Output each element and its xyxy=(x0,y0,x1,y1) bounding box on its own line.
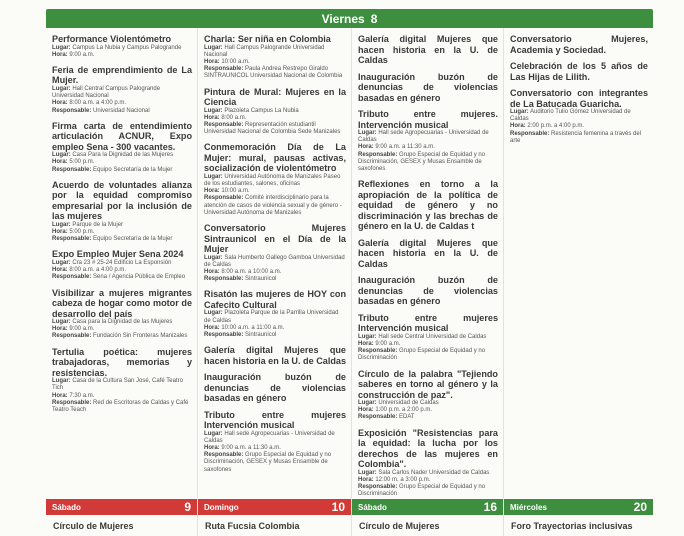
event-detail-value: 5:00 p.m. xyxy=(69,159,95,166)
event-title: Pintura de Mural: Mujeres en la Ciencia xyxy=(204,86,346,108)
event-detail-label: Responsable: xyxy=(204,452,244,459)
event-detail xyxy=(510,109,648,123)
event-item xyxy=(52,121,192,174)
event-detail-label: Lugar: xyxy=(204,430,223,437)
event-detail-label: Lugar: xyxy=(204,44,223,51)
event-detail-value: Campus La Nubia y Campus Palogrande xyxy=(72,44,182,51)
bottom-day-name: Sábado xyxy=(358,502,387,512)
event-detail-label: Responsable: xyxy=(204,195,244,202)
event-detail-label: Lugar: xyxy=(204,173,223,180)
bottom-day-4 xyxy=(504,499,653,536)
event-detail-value: Grupo Especial de Equidad y no Discriminación xyxy=(358,348,486,362)
event-item xyxy=(52,249,192,281)
event-title: Inauguración buzón de denuncias de violencias basadas en género xyxy=(358,275,498,307)
event-detail-label: Responsable: xyxy=(52,333,92,340)
event-item xyxy=(510,34,648,55)
event-detail-label: Responsable: xyxy=(52,399,92,406)
event-title: Galería digital Mujeres que hacen historia en la U. de Caldas xyxy=(358,237,498,269)
event-detail xyxy=(52,319,192,326)
event-detail-value: Sintraunicol xyxy=(245,276,277,283)
event-item xyxy=(204,372,346,404)
event-detail-value: Cra 23 # 25-24 Edificio La Esponsión xyxy=(72,259,172,266)
event-detail-label: Lugar: xyxy=(204,254,223,261)
event-item xyxy=(358,72,498,104)
event-detail-label: Lugar: xyxy=(204,107,223,114)
event-detail-value: 12:00 m. a 3:00 p.m. xyxy=(375,476,431,483)
event-detail-value: Sintraunicol xyxy=(245,331,277,338)
event-item xyxy=(204,223,346,283)
event-detail-value: Auditorio Tulio Gómez Universidad de Caldas xyxy=(510,109,631,123)
event-title: Acuerdo de voluntades alianza por la equidad compromiso empresarial por la inclusión de las mujeres xyxy=(52,179,192,222)
bottom-days xyxy=(46,499,653,536)
event-title: Performance Violentómetro xyxy=(52,34,172,44)
bottom-day-2 xyxy=(198,499,352,536)
event-detail-value: 10:00 a.m. xyxy=(221,188,250,195)
event-detail-value: Grupo Especial de Equidad y no Discriminación xyxy=(358,484,486,498)
event-detail-label: Lugar: xyxy=(52,44,71,51)
bottom-event-title: Ruta Fucsia Colombia xyxy=(205,521,300,531)
bottom-day-header xyxy=(504,499,653,515)
event-detail-value: Universidad Autónoma de Manizales Paseo de los estudiantes, salones, oficinas xyxy=(204,173,341,188)
event-item xyxy=(204,142,346,217)
event-item xyxy=(358,369,498,422)
event-detail-label: Hora: xyxy=(358,144,374,151)
event-detail xyxy=(52,108,192,115)
event-detail-label: Responsable: xyxy=(510,130,550,137)
event-detail xyxy=(52,274,192,281)
event-detail-value: Paula Andrea Restrepo Giraldo SINTRAUNICOL Universidad Nacional de Colombia xyxy=(204,66,343,80)
event-detail-value: Casa Para la Dignidad de las Mujeres xyxy=(72,152,174,159)
event-detail-value: Parque de la Mujer xyxy=(72,221,124,228)
event-detail xyxy=(204,445,346,452)
event-detail-value: Representación estudiantil Universidad Nacional de Colombia Sede Manizales xyxy=(204,121,341,136)
event-detail xyxy=(52,52,192,59)
event-detail-label: Responsable: xyxy=(52,274,92,281)
event-title: Conversatorio Mujeres Sintraunicol en el Día de la Mujer xyxy=(204,223,346,255)
event-detail-value: Comité interdisciplinario para la atención de casos de violencia sexual y de género - Universidad Autónoma de Manizales xyxy=(204,195,342,216)
event-detail-value: Equipo Secretaría de la Mujer xyxy=(93,166,173,173)
event-detail-value: Resistencia femenina a través del arte xyxy=(510,130,642,144)
event-detail xyxy=(204,59,346,66)
events-grid xyxy=(46,28,653,498)
event-detail-label: Lugar: xyxy=(358,400,377,407)
event-detail-value: 9:00 a.m. xyxy=(375,340,401,347)
bottom-day-number: 16 xyxy=(483,500,497,514)
event-detail xyxy=(510,131,648,145)
bottom-day-header xyxy=(352,499,503,515)
event-detail xyxy=(358,334,498,341)
event-detail-value: 5:00 p.m. xyxy=(69,229,95,236)
event-detail xyxy=(204,255,346,269)
event-detail xyxy=(204,115,346,122)
event-detail-value: 7:30 a.m. xyxy=(69,392,95,399)
event-item xyxy=(358,179,498,232)
event-title: Tributo entre mujeres Intervención musical xyxy=(204,409,346,431)
event-detail-label: Hora: xyxy=(204,268,220,275)
event-title: Círculo de la palabra "Tejiendo saberes en torno al género y la construcción de paz". xyxy=(358,368,498,400)
bottom-day-name: Miércoles xyxy=(510,502,547,512)
event-detail-value: Hall sede Agropecuarias - Universidad de Caldas xyxy=(358,130,489,144)
event-detail xyxy=(204,452,346,474)
event-detail xyxy=(204,188,346,195)
bottom-event-title: Círculo de Mujeres xyxy=(359,521,440,531)
event-detail-value: 8:00 a.m. a 4:00 p.m. xyxy=(69,100,127,107)
event-detail-value: 9:00 a.m. a 11:30 a.m. xyxy=(375,144,435,151)
event-detail-label: Lugar: xyxy=(52,85,71,92)
event-detail-label: Responsable: xyxy=(358,151,398,158)
event-detail xyxy=(204,332,346,339)
event-detail xyxy=(52,236,192,243)
event-detail xyxy=(204,45,346,59)
event-detail-label: Hora: xyxy=(204,445,220,452)
day-number: 8 xyxy=(370,11,378,26)
event-title: Celebración de los 5 años de Las Hijas de Lilith. xyxy=(510,61,648,82)
event-detail xyxy=(510,123,648,130)
event-title: Expo Empleo Mujer Sena 2024 xyxy=(52,249,184,260)
event-title: Inauguración buzón de denuncias de violencias basadas en género xyxy=(358,71,498,103)
event-detail-value: Universidad Nacional xyxy=(93,107,150,114)
event-detail xyxy=(52,326,192,333)
event-detail xyxy=(52,378,192,392)
event-detail xyxy=(358,130,498,144)
event-detail xyxy=(204,269,346,276)
event-detail-value: Casa para la Dignidad de las Mujeres xyxy=(72,319,173,326)
event-detail xyxy=(358,470,498,477)
event-detail xyxy=(358,348,498,362)
bottom-day-1 xyxy=(46,499,198,536)
event-detail-value: 9:00 a.m. a 11:30 a.m. xyxy=(221,445,281,452)
event-detail-label: Hora: xyxy=(358,340,374,347)
event-detail-value: Hall sede Central Universidad de Caldas xyxy=(378,333,487,340)
event-detail-value: Grupo Especial de Equidad y no Discriminación, GESEX y Musas Ensamble de saxofones xyxy=(204,452,332,473)
event-detail-value: Fundación Sin Fronteras Manizales xyxy=(93,333,188,340)
event-item xyxy=(204,87,346,137)
bottom-day-header xyxy=(46,499,197,515)
event-title: Tertulia poética: mujeres trabajadoras, memorias y resistencias. xyxy=(52,346,192,378)
event-detail-value: 10:00 a.m. xyxy=(221,58,250,65)
event-detail-label: Hora: xyxy=(204,324,220,331)
event-detail-value: Plazoleta Parque de la Parrilla Universidad de Caldas xyxy=(204,310,339,324)
event-detail xyxy=(52,167,192,174)
event-title: Galería digital Mujeres que hacen historia en la U. de Caldas xyxy=(358,34,498,65)
event-detail xyxy=(204,276,346,283)
event-detail-label: Hora: xyxy=(204,188,220,195)
event-title: Conmemoración Día de La Mujer: mural, pausas activas, socialización de violentómetro xyxy=(204,142,346,174)
event-title: Firma carta de entendimiento articulación ACNUR, Expo empleo Sena - 300 vacantes. xyxy=(52,120,192,152)
bottom-event-title: Foro Trayectorias inclusivas xyxy=(511,521,633,531)
event-detail-value: 2:00 p.m. a 4:00 p.m. xyxy=(527,123,585,130)
bottom-day-number: 20 xyxy=(633,500,647,514)
event-detail-label: Lugar: xyxy=(358,333,377,340)
event-detail-label: Hora: xyxy=(52,267,68,274)
event-detail xyxy=(358,400,498,407)
event-detail xyxy=(204,66,346,80)
event-detail-value: Red de Escritoras de Caldas y Café Teatro Teach xyxy=(52,399,189,413)
event-detail-label: Responsable: xyxy=(358,414,398,421)
event-title: Exposición "Resistencias para la equidad: la lucha por los derechos de las mujeres en Colombia". xyxy=(358,427,498,470)
event-title: Inauguración buzón de denuncias de violencias basadas en género xyxy=(204,372,346,404)
event-item xyxy=(510,61,648,82)
event-detail-label: Lugar: xyxy=(52,319,71,326)
event-detail-value: EDAT xyxy=(399,414,415,421)
event-detail-label: Hora: xyxy=(52,326,68,333)
event-detail-label: Responsable: xyxy=(204,276,244,283)
event-detail-label: Responsable: xyxy=(358,348,398,355)
event-item xyxy=(358,34,498,66)
event-detail-label: Responsable: xyxy=(204,121,244,128)
event-detail xyxy=(52,393,192,400)
event-detail-value: Hall Central Campus Palogrande Universidad Nacional xyxy=(52,85,161,100)
event-item xyxy=(52,347,192,415)
event-detail xyxy=(204,431,346,445)
events-column-4 xyxy=(504,28,653,498)
event-detail-label: Hora: xyxy=(52,229,68,236)
event-detail xyxy=(204,325,346,332)
event-item xyxy=(52,180,192,244)
event-detail-value: Sena / Agencia Pública de Empleo xyxy=(93,274,186,281)
event-detail-label: Responsable: xyxy=(204,331,244,338)
event-detail-label: Lugar: xyxy=(52,221,71,228)
event-detail-label: Hora: xyxy=(204,58,220,65)
event-detail-label: Responsable: xyxy=(52,236,92,243)
event-detail-value: 9:00 a.m. xyxy=(69,326,95,333)
event-detail-label: Responsable: xyxy=(52,166,92,173)
event-detail xyxy=(52,229,192,236)
event-detail-value: 9:00 a.m. xyxy=(69,51,95,58)
event-detail xyxy=(358,477,498,484)
event-detail-label: Hora: xyxy=(358,476,374,483)
event-detail-value: 10:00 a.m. a 11:00 a.m. xyxy=(221,324,285,331)
event-detail-label: Lugar: xyxy=(52,378,71,385)
event-item xyxy=(52,34,192,59)
bottom-day-header xyxy=(198,499,351,515)
event-item xyxy=(358,275,498,307)
event-detail-value: Sala Carlos Nader Universidad de Caldas xyxy=(378,469,490,476)
event-item xyxy=(52,65,192,115)
event-item xyxy=(358,238,498,270)
day-header xyxy=(46,9,653,28)
event-detail xyxy=(358,484,498,498)
event-item xyxy=(358,109,498,173)
event-detail-label: Lugar: xyxy=(358,130,377,136)
event-detail-label: Hora: xyxy=(52,159,68,166)
event-item xyxy=(204,410,346,474)
bottom-day-3 xyxy=(352,499,504,536)
event-detail-label: Hora: xyxy=(204,114,220,121)
event-detail xyxy=(52,222,192,229)
event-detail xyxy=(52,159,192,166)
event-detail-label: Hora: xyxy=(358,407,374,414)
event-detail xyxy=(204,310,346,324)
event-detail-value: Sala Humberto Gallego Gamboa Universidad de Caldas xyxy=(204,254,345,268)
event-detail-value: 8:00 a.m. a 4:00 p.m. xyxy=(69,267,127,274)
event-detail xyxy=(358,144,498,151)
event-detail-value: 8:00 a.m. xyxy=(221,114,247,121)
event-detail-label: Lugar: xyxy=(52,259,71,266)
bottom-day-number: 9 xyxy=(184,500,191,514)
event-title: Risatón las mujeres de HOY con Cafecito Cultural xyxy=(204,289,346,310)
event-detail-label: Lugar: xyxy=(52,152,71,159)
event-item xyxy=(358,313,498,363)
event-title: Tributo entre mujeres Intervención musical xyxy=(358,312,498,334)
event-detail-label: Hora: xyxy=(52,392,68,399)
bottom-day-name: Sábado xyxy=(52,502,81,512)
event-detail-value: Casa de la Cultura San José, Café Teatro Tich xyxy=(52,378,183,392)
event-detail-label: Lugar: xyxy=(510,109,529,115)
event-detail xyxy=(204,122,346,136)
event-detail-label: Responsable: xyxy=(52,107,92,114)
event-title: Charla: Ser niña en Colombia xyxy=(204,34,331,44)
event-title: Tributo entre mujeres. Intervención musical xyxy=(358,109,498,130)
event-detail xyxy=(52,333,192,340)
event-title: Galería digital Mujeres que hacen historia en la U. de Caldas xyxy=(204,345,347,366)
event-detail xyxy=(52,100,192,107)
event-detail-label: Responsable: xyxy=(358,484,398,491)
event-title: Conversatorio con integrantes de La Batucada Guaricha. xyxy=(510,88,648,109)
event-item xyxy=(510,88,648,145)
event-detail-value: Universidad de Caldas xyxy=(378,400,439,407)
event-title: Reflexiones en torno a la apropiación de la política de equidad de género y no discriminación y las brechas de género en la U. de Caldas t xyxy=(358,179,498,232)
event-detail xyxy=(358,414,498,421)
event-detail-label: Lugar: xyxy=(204,310,223,317)
event-detail-value: Plazoleta Campus La Nubia xyxy=(224,107,299,114)
bottom-event-title: Círculo de Mujeres xyxy=(53,521,134,531)
event-detail-label: Lugar: xyxy=(358,469,377,476)
event-detail-label: Hora: xyxy=(52,100,68,107)
event-detail xyxy=(52,86,192,100)
event-detail xyxy=(358,152,498,174)
event-detail-label: Hora: xyxy=(510,123,526,130)
event-detail-label: Hora: xyxy=(52,51,68,58)
event-title: Visibilizar a mujeres migrantes cabeza de hogar como motor de desarrollo del país xyxy=(52,287,192,319)
event-detail xyxy=(204,108,346,115)
event-detail xyxy=(204,174,346,188)
event-detail xyxy=(204,195,346,217)
event-item xyxy=(204,34,346,81)
event-item xyxy=(204,289,346,339)
event-detail-value: 1:00 p.m. a 2:00 p.m. xyxy=(375,407,433,414)
events-column-3 xyxy=(352,28,504,498)
event-detail xyxy=(52,45,192,52)
event-detail-value: Grupo Especial de Equidad y no Discriminación, GESEX y Musas Ensamble de saxofones xyxy=(358,151,486,173)
event-detail-label: Responsable: xyxy=(204,66,244,73)
event-detail-value: Equipo Secretaría de la Mujer xyxy=(93,236,173,243)
day-name: Viernes xyxy=(321,11,365,26)
event-item xyxy=(204,345,346,366)
event-detail xyxy=(358,341,498,348)
event-detail xyxy=(52,400,192,414)
event-detail xyxy=(52,267,192,274)
bottom-day-number: 10 xyxy=(331,500,345,514)
event-detail xyxy=(358,407,498,414)
bottom-day-name: Domingo xyxy=(204,502,239,512)
events-column-1 xyxy=(46,28,198,498)
event-detail xyxy=(52,152,192,159)
event-title: Feria de emprendimiento de La Mujer. xyxy=(52,64,192,86)
events-column-2 xyxy=(198,28,352,498)
event-item xyxy=(358,428,498,498)
event-detail-value: 8:00 a.m. a 10:00 a.m. xyxy=(221,268,282,275)
event-detail-value: Hall sede Agropecuarias - Universidad de Caldas xyxy=(204,430,335,444)
event-detail xyxy=(52,260,192,267)
event-item xyxy=(52,288,192,341)
event-detail-value: Hall Campus Palogrande Universidad Nacional xyxy=(204,44,325,58)
event-title: Conversatorio Mujeres, Academia y Sociedad. xyxy=(510,34,648,55)
